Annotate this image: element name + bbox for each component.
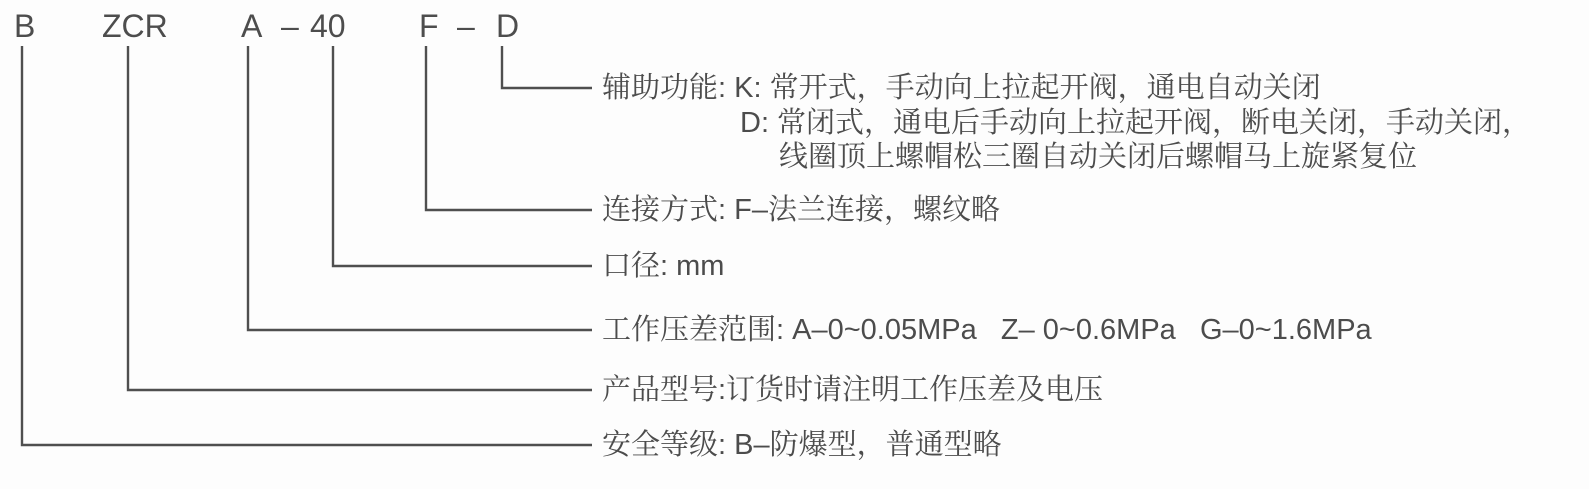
annotation-product-model: 产品型号:订货时请注明工作压差及电压	[602, 374, 1104, 406]
annotation-aux-function-line2: D: 常闭式，通电后手动向上拉起开阀，断电关闭，手动关闭，	[740, 107, 1532, 139]
connector-connection-line	[426, 46, 592, 210]
connector-product-model-line	[128, 46, 592, 390]
code-pressure-letter: A	[241, 8, 263, 44]
code-connection-letter: F	[419, 8, 439, 44]
connector-safety-grade-line	[22, 46, 592, 445]
annotation-aux-function-line3: 线圈顶上螺帽松三圈自动关闭后螺帽马上旋紧复位	[779, 141, 1418, 173]
annotation-safety-grade: 安全等级: B–防爆型，普通型略	[602, 429, 1002, 461]
code-dash-1: –	[281, 8, 299, 44]
connector-size-line	[333, 46, 592, 266]
connector-aux-function-line	[502, 46, 592, 88]
code-safety-letter: B	[14, 8, 36, 44]
annotation-size: 口径: mm	[602, 250, 725, 282]
code-dash-2: –	[457, 8, 475, 44]
code-aux-letter: D	[496, 8, 520, 44]
annotation-aux-function-line1: 辅助功能: K: 常开式，手动向上拉起开阀，通电自动关闭	[602, 72, 1321, 104]
annotation-pressure-range: 工作压差范围: A–0~0.05MPa Z– 0~0.6MPa G–0~1.6MPa	[602, 314, 1372, 346]
code-size-number: 40	[310, 8, 346, 44]
code-series-letters: ZCR	[102, 8, 168, 44]
annotation-connection: 连接方式: F–法兰连接，螺纹略	[602, 194, 1000, 226]
